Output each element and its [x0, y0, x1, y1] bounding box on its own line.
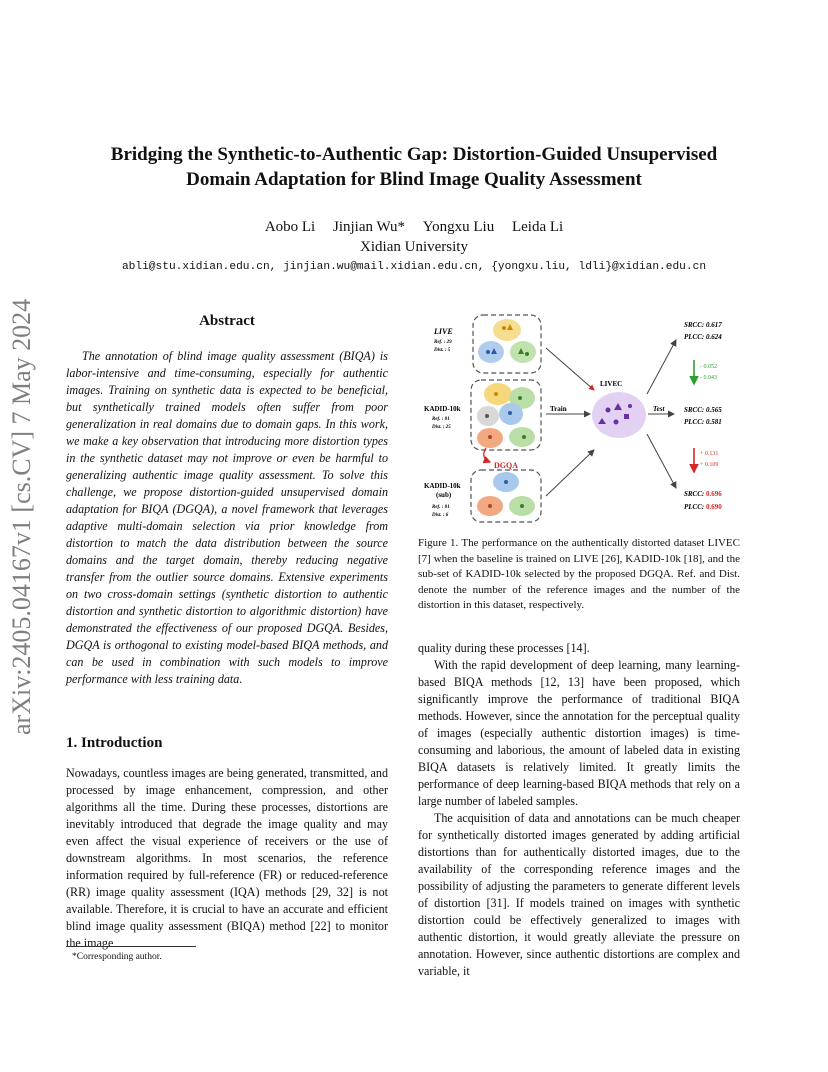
drop-plcc: - 0.043 [700, 375, 717, 381]
author: Aobo Li [264, 219, 316, 235]
sub-ref: Ref. : 81 [432, 505, 450, 510]
dgqa-selection-arrow [484, 448, 490, 462]
sub-label-2: (sub) [436, 491, 452, 499]
affiliation: Xidian University [360, 239, 468, 255]
target-cluster [592, 392, 646, 438]
sub-to-target-arrow [546, 450, 594, 496]
abstract-heading: Abstract [199, 313, 255, 329]
introduction-text: Nowadays, countless images are being generated, transmitted, and processed by image enhancement, compression, and other algorithms all the time. During these processes, distortions are inevitably introduced that degrade the image quality and may even affect the visual experience of receivers or the use of downstream algorithms. In most scenarios, the reference information required by full-reference (FR) or reduced-reference (RR) image quality assessment (IQA) methods [29, 32] is not available. Therefore, it is crucial to have an accurate and efficient blind image quality assessment (BIQA) method [22] to monitor the image [66, 766, 388, 950]
figure-caption: Figure 1. The performance on the authentically distorted dataset LIVEC [7] when the baseline is trained on LIVE [26], KADID-10k [18], and the sub-set of KADID-10k selected by the proposed DGQA. Ref. and Dist. denote the number of the reference images and the number of the distortion in this dataset, respectively. [418, 537, 740, 611]
arxiv-side-label: arXiv:2405.04167v1 [cs.CV] 7 May 2024 [7, 298, 36, 735]
domain-cluster [478, 341, 504, 363]
author: Leida Li [511, 219, 564, 235]
paper-title [60, 142, 768, 192]
kadid-srcc: SRCC: 0.565 [684, 406, 722, 414]
gain-plcc: + 0.109 [700, 462, 719, 468]
footnote-rule [66, 946, 196, 947]
kadid-label: KADID-10k [424, 405, 461, 413]
sub-dist: Dist. : 6 [432, 513, 449, 518]
paragraph: The acquisition of data and annotations can be much cheaper for synthetically distorted images generated by adding artificial distortions than for authentically distorted images, due to the availability of the corresponding reference images and the possibility of adjusting the parameters to generate different levels of distortion [31]. If models trained on images with synthetic distortion could be effectively generalized to images with authentic distortion, it would greatly alleviate the pressure on annotation. However, since authentic distortions are complex and variable, it [418, 811, 740, 978]
kadid-ref: Ref. : 81 [432, 417, 450, 422]
target-label: LIVEC [600, 380, 623, 388]
kadid-dist: Dist. : 25 [432, 425, 451, 430]
sub-srcc: SRCC: 0.696 [684, 490, 722, 498]
live-plcc: PLCC: 0.624 [684, 333, 722, 341]
train-label: Train [550, 405, 567, 413]
title-line-1: Bridging the Synthetic-to-Authentic Gap: Distortion-Guided Unsupervised [110, 144, 718, 165]
author: Jinjian Wu* [332, 219, 406, 235]
sub-label: KADID-10k [424, 482, 461, 490]
title-line-2: Domain Adaptation for Blind Image Quality Assessment [186, 169, 642, 190]
section-heading-introduction: 1. Introduction [66, 735, 163, 751]
author: Yongxu Liu [422, 219, 495, 235]
gain-srcc: + 0.131 [700, 451, 719, 457]
test-arrow-sub [647, 434, 676, 488]
paragraph: quality during these processes [14]. [418, 641, 590, 655]
live-label: LIVE [434, 327, 453, 336]
footnote: *Corresponding author. [72, 952, 162, 962]
test-arrow-live [647, 340, 676, 394]
live-srcc: SRCC: 0.617 [684, 321, 722, 329]
right-column-text [418, 640, 740, 980]
live-to-target-arrow [546, 348, 594, 390]
test-label: Test [653, 405, 665, 413]
author-list [60, 219, 768, 236]
paragraph: With the rapid development of deep learning, many learning-based BIQA methods [12, 13] have been proposed, which significantly improve the performance of traditional BIQA methods. However, since the annotation for the perceptual quality of images (especially authentic distortion images) is time-consuming and laborious, the amount of labeled data in existing BIQA datasets is relatively limited. It greatly limits the performance of deep learning-based BIQA methods that rely on a large number of labeled samples. [418, 658, 740, 808]
dgqa-label: DGQA [494, 461, 518, 470]
figure-1 [418, 310, 740, 532]
drop-srcc: - 0.052 [700, 364, 717, 370]
sub-plcc: PLCC: 0.690 [684, 503, 722, 511]
live-ref: Ref. : 29 [434, 340, 452, 345]
author-emails: abli@stu.xidian.edu.cn, jinjian.wu@mail.xidian.edu.cn, {yongxu.liu, ldli}@xidian.edu.cn [121, 261, 707, 273]
kadid-plcc: PLCC: 0.581 [684, 418, 722, 426]
live-dist: Dist. : 5 [434, 348, 451, 353]
abstract-text: The annotation of blind image quality assessment (BIQA) is labor-intensive and time-consuming, especially for authentic images. Training on synthetic data is expected to be beneficial, but synthetically trained models often suffer from poor generalization in real domains due to domain gaps. In this work, we make a key observation that introducing more distortion types in the synthetic dataset may not improve or even be harmful to generalizing authentic image quality assessment. To solve this challenge, we propose distortion-guided unsupervised domain adaptation for BIQA (DGQA), a novel framework that leverages adaptive multi-domain selection via prior knowledge from distortion to match the data distribution between the source domains and the target domain, thereby reducing negative transfer from the outlier source domains. Extensive experiments on two cross-domain settings (synthetic distortion to authentic distortion and synthetic distortion to algorithmic distortion) have demonstrated the effectiveness of our proposed DGQA. Besides, DGQA is orthogonal to existing model-based BIQA methods, and can be used in combination with such models to improve performance with less training data. [66, 349, 388, 686]
